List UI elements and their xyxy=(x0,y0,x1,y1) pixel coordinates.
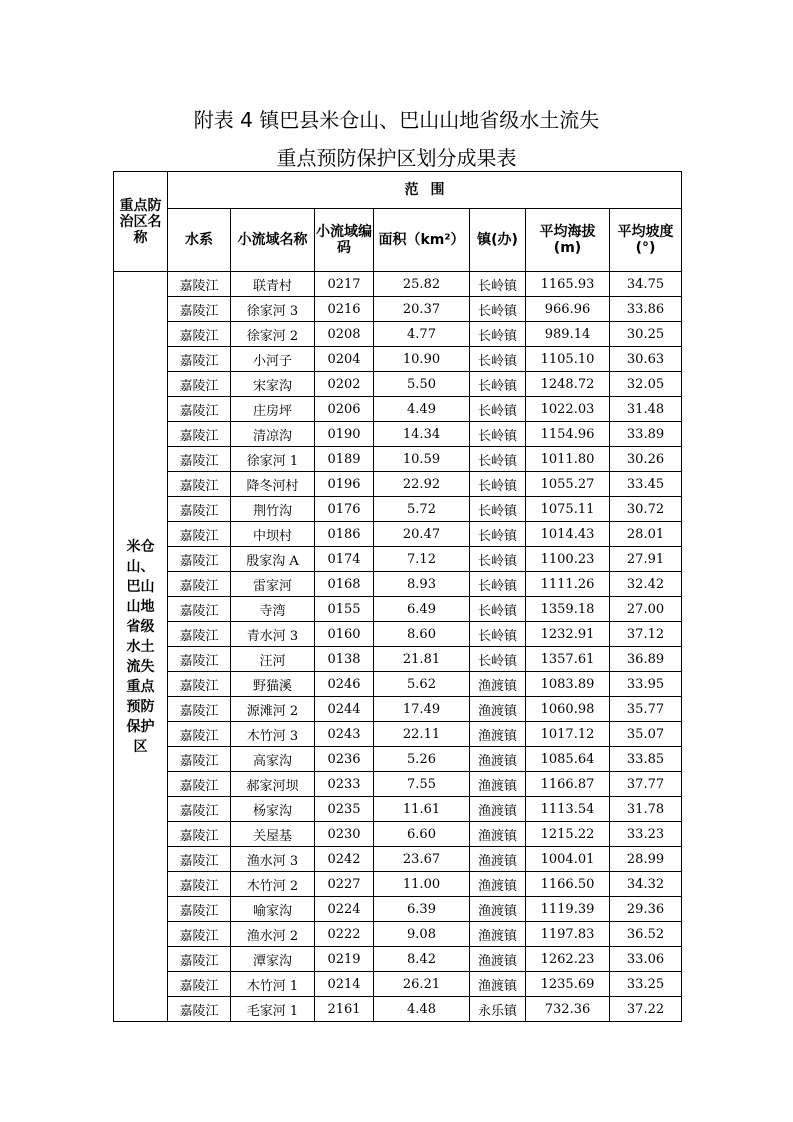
watershed-name-cell: 小河子 xyxy=(231,347,315,372)
table-row xyxy=(114,597,682,622)
watershed-code-cell: 0168 xyxy=(315,572,374,597)
table-row xyxy=(114,697,682,722)
town-cell: 渔渡镇 xyxy=(470,797,526,822)
avg-altitude-cell: 1022.03 xyxy=(526,397,610,422)
avg-slope-cell: 31.78 xyxy=(610,797,682,822)
water-system-cell: 嘉陵江 xyxy=(168,447,231,472)
watershed-name-cell: 雷家河 xyxy=(231,572,315,597)
avg-slope-cell: 32.05 xyxy=(610,372,682,397)
town-cell: 长岭镇 xyxy=(470,472,526,497)
watershed-code-cell: 0138 xyxy=(315,647,374,672)
area-cell: 8.60 xyxy=(374,622,470,647)
watershed-name-cell: 联青村 xyxy=(231,272,315,297)
area-cell: 5.26 xyxy=(374,747,470,772)
header-zone-name: 重点防治区名称 xyxy=(114,172,168,272)
water-system-cell: 嘉陵江 xyxy=(168,572,231,597)
avg-altitude-cell: 1011.80 xyxy=(526,447,610,472)
column-header-watershed-name: 小流域名称 xyxy=(231,209,315,272)
avg-slope-cell: 33.25 xyxy=(610,972,682,997)
avg-altitude-cell: 1004.01 xyxy=(526,847,610,872)
table-row xyxy=(114,997,682,1022)
avg-altitude-cell: 1055.27 xyxy=(526,472,610,497)
column-header-watershed-code: 小流域编码 xyxy=(315,209,374,272)
avg-altitude-cell: 1154.96 xyxy=(526,422,610,447)
water-system-cell: 嘉陵江 xyxy=(168,697,231,722)
watershed-code-cell: 0174 xyxy=(315,547,374,572)
header-scope: 范围 xyxy=(168,172,682,209)
avg-altitude-cell: 1017.12 xyxy=(526,722,610,747)
watershed-code-cell: 0244 xyxy=(315,697,374,722)
watershed-name-cell: 殷家沟 A xyxy=(231,547,315,572)
watershed-code-cell: 0227 xyxy=(315,872,374,897)
town-cell: 长岭镇 xyxy=(470,522,526,547)
watershed-code-cell: 0246 xyxy=(315,672,374,697)
table-row xyxy=(114,572,682,597)
water-system-cell: 嘉陵江 xyxy=(168,797,231,822)
avg-slope-cell: 30.25 xyxy=(610,322,682,347)
area-cell: 11.61 xyxy=(374,797,470,822)
water-system-cell: 嘉陵江 xyxy=(168,872,231,897)
water-system-cell: 嘉陵江 xyxy=(168,947,231,972)
watershed-name-cell: 源滩河 2 xyxy=(231,697,315,722)
town-cell: 渔渡镇 xyxy=(470,972,526,997)
town-cell: 渔渡镇 xyxy=(470,822,526,847)
table-row xyxy=(114,872,682,897)
watershed-name-cell: 徐家河 2 xyxy=(231,322,315,347)
water-system-cell: 嘉陵江 xyxy=(168,497,231,522)
water-system-cell: 嘉陵江 xyxy=(168,822,231,847)
area-cell: 26.21 xyxy=(374,972,470,997)
area-cell: 6.49 xyxy=(374,597,470,622)
watershed-code-cell: 0196 xyxy=(315,472,374,497)
watershed-code-cell: 0186 xyxy=(315,522,374,547)
town-cell: 长岭镇 xyxy=(470,272,526,297)
avg-altitude-cell: 1235.69 xyxy=(526,972,610,997)
town-cell: 长岭镇 xyxy=(470,497,526,522)
watershed-name-cell: 野猫溪 xyxy=(231,672,315,697)
table-row xyxy=(114,397,682,422)
results-table xyxy=(113,171,682,1022)
water-system-cell: 嘉陵江 xyxy=(168,622,231,647)
avg-altitude-cell: 1215.22 xyxy=(526,822,610,847)
avg-altitude-cell: 1111.26 xyxy=(526,572,610,597)
watershed-code-cell: 0208 xyxy=(315,322,374,347)
table-row xyxy=(114,472,682,497)
watershed-code-cell: 0202 xyxy=(315,372,374,397)
water-system-cell: 嘉陵江 xyxy=(168,422,231,447)
table-row xyxy=(114,447,682,472)
watershed-name-cell: 汪河 xyxy=(231,647,315,672)
area-cell: 4.77 xyxy=(374,322,470,347)
watershed-code-cell: 0224 xyxy=(315,897,374,922)
table-row xyxy=(114,347,682,372)
area-cell: 21.81 xyxy=(374,647,470,672)
column-header-area: 面积（km²） xyxy=(374,209,470,272)
avg-altitude-cell: 1105.10 xyxy=(526,347,610,372)
watershed-code-cell: 0235 xyxy=(315,797,374,822)
table-row xyxy=(114,747,682,772)
watershed-name-cell: 徐家河 3 xyxy=(231,297,315,322)
avg-altitude-cell: 966.96 xyxy=(526,297,610,322)
avg-altitude-cell: 989.14 xyxy=(526,322,610,347)
town-cell: 长岭镇 xyxy=(470,297,526,322)
table-row xyxy=(114,797,682,822)
area-cell: 23.67 xyxy=(374,847,470,872)
watershed-code-cell: 0236 xyxy=(315,747,374,772)
town-cell: 渔渡镇 xyxy=(470,872,526,897)
watershed-name-cell: 青水河 3 xyxy=(231,622,315,647)
table-row xyxy=(114,947,682,972)
town-cell: 长岭镇 xyxy=(470,572,526,597)
table-body xyxy=(114,272,682,1022)
watershed-code-cell: 0204 xyxy=(315,347,374,372)
town-cell: 长岭镇 xyxy=(470,322,526,347)
watershed-code-cell: 0160 xyxy=(315,622,374,647)
town-cell: 渔渡镇 xyxy=(470,847,526,872)
avg-altitude-cell: 1014.43 xyxy=(526,522,610,547)
watershed-code-cell: 2161 xyxy=(315,997,374,1022)
area-cell: 6.39 xyxy=(374,897,470,922)
water-system-cell: 嘉陵江 xyxy=(168,847,231,872)
avg-altitude-cell: 1075.11 xyxy=(526,497,610,522)
avg-slope-cell: 33.23 xyxy=(610,822,682,847)
town-cell: 长岭镇 xyxy=(470,397,526,422)
area-cell: 14.34 xyxy=(374,422,470,447)
town-cell: 渔渡镇 xyxy=(470,897,526,922)
area-cell: 10.59 xyxy=(374,447,470,472)
watershed-code-cell: 0206 xyxy=(315,397,374,422)
avg-slope-cell: 33.45 xyxy=(610,472,682,497)
watershed-name-cell: 木竹河 1 xyxy=(231,972,315,997)
water-system-cell: 嘉陵江 xyxy=(168,272,231,297)
area-cell: 25.82 xyxy=(374,272,470,297)
watershed-code-cell: 0155 xyxy=(315,597,374,622)
table-row xyxy=(114,372,682,397)
watershed-name-cell: 徐家河 1 xyxy=(231,447,315,472)
table-row xyxy=(114,672,682,697)
town-cell: 长岭镇 xyxy=(470,372,526,397)
avg-slope-cell: 30.72 xyxy=(610,497,682,522)
avg-slope-cell: 35.77 xyxy=(610,697,682,722)
area-cell: 10.90 xyxy=(374,347,470,372)
avg-slope-cell: 33.06 xyxy=(610,947,682,972)
water-system-cell: 嘉陵江 xyxy=(168,922,231,947)
table-row xyxy=(114,647,682,672)
watershed-code-cell: 0176 xyxy=(315,497,374,522)
area-cell: 9.08 xyxy=(374,922,470,947)
area-cell: 5.72 xyxy=(374,497,470,522)
area-cell: 20.37 xyxy=(374,297,470,322)
avg-altitude-cell: 1083.89 xyxy=(526,672,610,697)
table-row xyxy=(114,272,682,297)
area-cell: 7.12 xyxy=(374,547,470,572)
area-cell: 8.93 xyxy=(374,572,470,597)
avg-altitude-cell: 1166.87 xyxy=(526,772,610,797)
table-row xyxy=(114,522,682,547)
avg-altitude-cell: 1197.83 xyxy=(526,922,610,947)
watershed-code-cell: 0217 xyxy=(315,272,374,297)
table-row xyxy=(114,722,682,747)
town-cell: 渔渡镇 xyxy=(470,947,526,972)
watershed-name-cell: 降冬河村 xyxy=(231,472,315,497)
water-system-cell: 嘉陵江 xyxy=(168,772,231,797)
table-row xyxy=(114,822,682,847)
avg-altitude-cell: 1113.54 xyxy=(526,797,610,822)
table-row xyxy=(114,497,682,522)
watershed-name-cell: 杨家沟 xyxy=(231,797,315,822)
column-header-avg-altitude: 平均海拔(m) xyxy=(526,209,610,272)
table-row xyxy=(114,622,682,647)
town-cell: 长岭镇 xyxy=(470,447,526,472)
avg-slope-cell: 37.12 xyxy=(610,622,682,647)
avg-altitude-cell: 1359.18 xyxy=(526,597,610,622)
town-cell: 长岭镇 xyxy=(470,422,526,447)
watershed-code-cell: 0214 xyxy=(315,972,374,997)
area-cell: 5.62 xyxy=(374,672,470,697)
water-system-cell: 嘉陵江 xyxy=(168,397,231,422)
avg-slope-cell: 37.22 xyxy=(610,997,682,1022)
avg-slope-cell: 34.32 xyxy=(610,872,682,897)
avg-altitude-cell: 1248.72 xyxy=(526,372,610,397)
avg-slope-cell: 34.75 xyxy=(610,272,682,297)
water-system-cell: 嘉陵江 xyxy=(168,722,231,747)
watershed-name-cell: 寺湾 xyxy=(231,597,315,622)
avg-altitude-cell: 1100.23 xyxy=(526,547,610,572)
avg-altitude-cell: 1232.91 xyxy=(526,622,610,647)
table-row xyxy=(114,547,682,572)
watershed-name-cell: 木竹河 2 xyxy=(231,872,315,897)
water-system-cell: 嘉陵江 xyxy=(168,747,231,772)
watershed-name-cell: 高家沟 xyxy=(231,747,315,772)
area-cell: 8.42 xyxy=(374,947,470,972)
watershed-name-cell: 庄房坪 xyxy=(231,397,315,422)
watershed-code-cell: 0216 xyxy=(315,297,374,322)
town-cell: 渔渡镇 xyxy=(470,672,526,697)
avg-altitude-cell: 1166.50 xyxy=(526,872,610,897)
watershed-name-cell: 渔水河 2 xyxy=(231,922,315,947)
area-cell: 6.60 xyxy=(374,822,470,847)
water-system-cell: 嘉陵江 xyxy=(168,347,231,372)
watershed-name-cell: 荆竹沟 xyxy=(231,497,315,522)
watershed-name-cell: 渔水河 3 xyxy=(231,847,315,872)
town-cell: 长岭镇 xyxy=(470,647,526,672)
town-cell: 渔渡镇 xyxy=(470,747,526,772)
avg-slope-cell: 33.95 xyxy=(610,672,682,697)
avg-altitude-cell: 732.36 xyxy=(526,997,610,1022)
water-system-cell: 嘉陵江 xyxy=(168,597,231,622)
avg-slope-cell: 31.48 xyxy=(610,397,682,422)
document-title-line-2: 重点预防保护区划分成果表 xyxy=(276,146,517,170)
avg-altitude-cell: 1119.39 xyxy=(526,897,610,922)
table-row xyxy=(114,897,682,922)
area-cell: 22.92 xyxy=(374,472,470,497)
water-system-cell: 嘉陵江 xyxy=(168,647,231,672)
avg-altitude-cell: 1085.64 xyxy=(526,747,610,772)
avg-slope-cell: 33.85 xyxy=(610,747,682,772)
avg-slope-cell: 33.86 xyxy=(610,297,682,322)
avg-altitude-cell: 1165.93 xyxy=(526,272,610,297)
town-cell: 长岭镇 xyxy=(470,347,526,372)
table-row xyxy=(114,847,682,872)
water-system-cell: 嘉陵江 xyxy=(168,897,231,922)
watershed-name-cell: 木竹河 3 xyxy=(231,722,315,747)
area-cell: 20.47 xyxy=(374,522,470,547)
town-cell: 长岭镇 xyxy=(470,597,526,622)
avg-slope-cell: 27.91 xyxy=(610,547,682,572)
watershed-code-cell: 0233 xyxy=(315,772,374,797)
town-cell: 渔渡镇 xyxy=(470,722,526,747)
zone-name-cell: 米仓山、巴山山地省级水土流失重点预防保护区 xyxy=(114,272,168,1022)
table-row xyxy=(114,972,682,997)
water-system-cell: 嘉陵江 xyxy=(168,972,231,997)
watershed-name-cell: 清凉沟 xyxy=(231,422,315,447)
watershed-code-cell: 0230 xyxy=(315,822,374,847)
table-row xyxy=(114,422,682,447)
town-cell: 渔渡镇 xyxy=(470,772,526,797)
document-title-line-1: 附表 4 镇巴县米仓山、巴山山地省级水土流失 xyxy=(193,108,600,132)
avg-slope-cell: 33.89 xyxy=(610,422,682,447)
avg-altitude-cell: 1060.98 xyxy=(526,697,610,722)
watershed-name-cell: 喻家沟 xyxy=(231,897,315,922)
avg-slope-cell: 28.99 xyxy=(610,847,682,872)
watershed-code-cell: 0190 xyxy=(315,422,374,447)
watershed-name-cell: 中坝村 xyxy=(231,522,315,547)
column-header-water-system: 水系 xyxy=(168,209,231,272)
avg-slope-cell: 27.00 xyxy=(610,597,682,622)
area-cell: 17.49 xyxy=(374,697,470,722)
town-cell: 长岭镇 xyxy=(470,622,526,647)
water-system-cell: 嘉陵江 xyxy=(168,322,231,347)
town-cell: 渔渡镇 xyxy=(470,697,526,722)
area-cell: 5.50 xyxy=(374,372,470,397)
watershed-name-cell: 潭家沟 xyxy=(231,947,315,972)
town-cell: 渔渡镇 xyxy=(470,922,526,947)
avg-slope-cell: 36.52 xyxy=(610,922,682,947)
avg-slope-cell: 32.42 xyxy=(610,572,682,597)
water-system-cell: 嘉陵江 xyxy=(168,372,231,397)
watershed-code-cell: 0242 xyxy=(315,847,374,872)
avg-slope-cell: 30.63 xyxy=(610,347,682,372)
watershed-name-cell: 毛家河 1 xyxy=(231,997,315,1022)
table-row xyxy=(114,922,682,947)
avg-slope-cell: 37.77 xyxy=(610,772,682,797)
watershed-name-cell: 关屋基 xyxy=(231,822,315,847)
watershed-name-cell: 郝家河坝 xyxy=(231,772,315,797)
water-system-cell: 嘉陵江 xyxy=(168,672,231,697)
water-system-cell: 嘉陵江 xyxy=(168,522,231,547)
town-cell: 永乐镇 xyxy=(470,997,526,1022)
avg-altitude-cell: 1357.61 xyxy=(526,647,610,672)
watershed-code-cell: 0222 xyxy=(315,922,374,947)
watershed-code-cell: 0219 xyxy=(315,947,374,972)
avg-slope-cell: 35.07 xyxy=(610,722,682,747)
water-system-cell: 嘉陵江 xyxy=(168,297,231,322)
town-cell: 长岭镇 xyxy=(470,547,526,572)
area-cell: 4.49 xyxy=(374,397,470,422)
avg-slope-cell: 30.26 xyxy=(610,447,682,472)
area-cell: 22.11 xyxy=(374,722,470,747)
avg-slope-cell: 28.01 xyxy=(610,522,682,547)
water-system-cell: 嘉陵江 xyxy=(168,547,231,572)
table-row xyxy=(114,322,682,347)
watershed-name-cell: 宋家沟 xyxy=(231,372,315,397)
water-system-cell: 嘉陵江 xyxy=(168,472,231,497)
avg-altitude-cell: 1262.23 xyxy=(526,947,610,972)
avg-slope-cell: 29.36 xyxy=(610,897,682,922)
water-system-cell: 嘉陵江 xyxy=(168,997,231,1022)
table-row xyxy=(114,772,682,797)
area-cell: 7.55 xyxy=(374,772,470,797)
watershed-code-cell: 0243 xyxy=(315,722,374,747)
area-cell: 11.00 xyxy=(374,872,470,897)
area-cell: 4.48 xyxy=(374,997,470,1022)
column-header-avg-slope: 平均坡度(°) xyxy=(610,209,682,272)
table-row xyxy=(114,297,682,322)
avg-slope-cell: 36.89 xyxy=(610,647,682,672)
watershed-code-cell: 0189 xyxy=(315,447,374,472)
column-header-town: 镇(办) xyxy=(470,209,526,272)
